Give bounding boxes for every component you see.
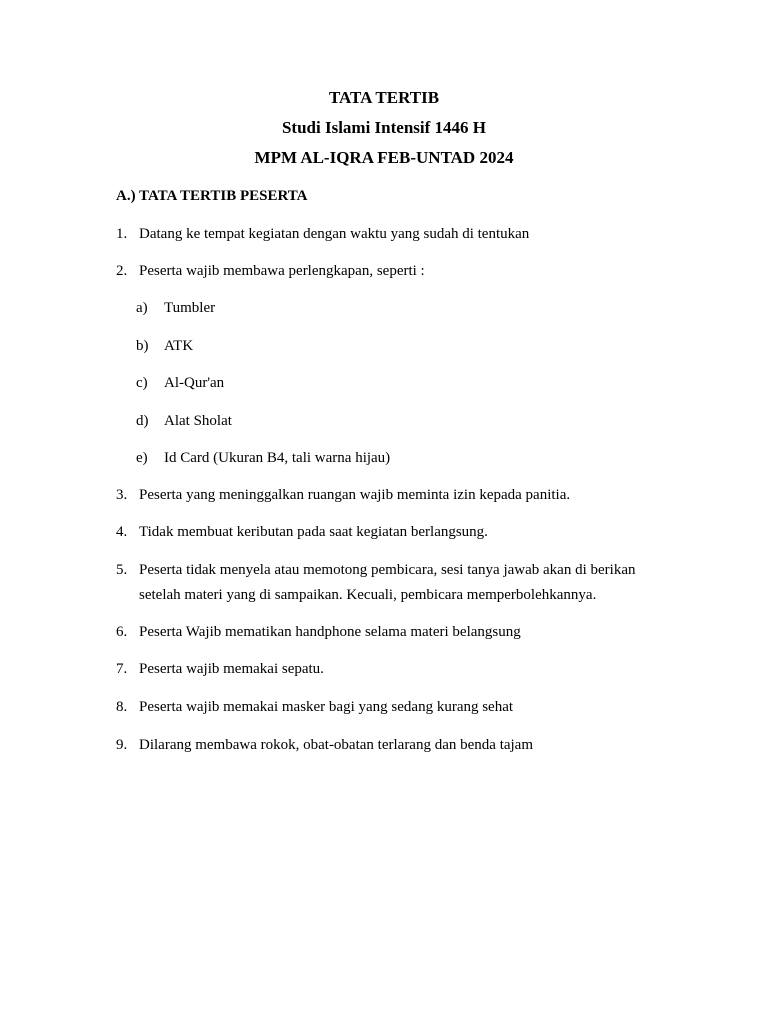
equipment-letter: e) (136, 450, 148, 466)
document-subtitle: Studi Islami Intensif 1446 H (281, 118, 487, 137)
section-heading: A.) TATA TERTIB PESERTA (116, 188, 308, 204)
rule-text: Datang ke tempat kegiatan dengan waktu yang sudah di tentukan (139, 226, 530, 242)
equipment-letter: a) (136, 300, 148, 316)
equipment-text: Alat Sholat (164, 413, 232, 429)
equipment-text: Al-Qur'an (164, 375, 225, 391)
equipment-text: Tumbler (164, 300, 216, 316)
rule-text: Peserta wajib membawa perlengkapan, seperti : (139, 263, 425, 279)
equipment-text: ATK (164, 338, 194, 354)
document-organizer: MPM AL-IQRA FEB-UNTAD 2024 (254, 148, 514, 167)
rule-text: Dilarang membawa rokok, obat-obatan terlarang dan benda tajam (139, 737, 534, 753)
rule-number: 6. (116, 624, 128, 640)
rule-text: Peserta tidak menyela atau memotong pembicara, sesi tanya jawab akan di berikan (139, 562, 636, 578)
document-title: TATA TERTIB (328, 88, 440, 107)
rule-number: 5. (116, 562, 128, 578)
rule-number: 2. (116, 263, 128, 279)
rule-number: 3. (116, 487, 128, 503)
rule-text: Peserta wajib memakai masker bagi yang sedang kurang sehat (139, 699, 514, 715)
rule-number: 8. (116, 699, 128, 715)
rule-number: 4. (116, 524, 128, 540)
rule-number: 7. (116, 661, 128, 677)
rule-text: Peserta Wajib mematikan handphone selama materi belangsung (139, 624, 521, 640)
rule-text: Peserta yang meninggalkan ruangan wajib meminta izin kepada panitia. (139, 487, 571, 503)
equipment-text: Id Card (Ukuran B4, tali warna hijau) (164, 450, 391, 466)
equipment-letter: d) (136, 413, 149, 429)
equipment-letter: b) (136, 338, 149, 354)
rule-number: 1. (116, 226, 128, 242)
rule-text: Peserta wajib memakai sepatu. (139, 661, 324, 677)
equipment-letter: c) (136, 375, 148, 391)
rule-text: Tidak membuat keributan pada saat kegiatan berlangsung. (139, 524, 488, 540)
rule-text-continued: setelah materi yang di sampaikan. Kecuali, pembicara memperbolehkannya. (139, 587, 597, 603)
rule-number: 9. (116, 737, 128, 753)
